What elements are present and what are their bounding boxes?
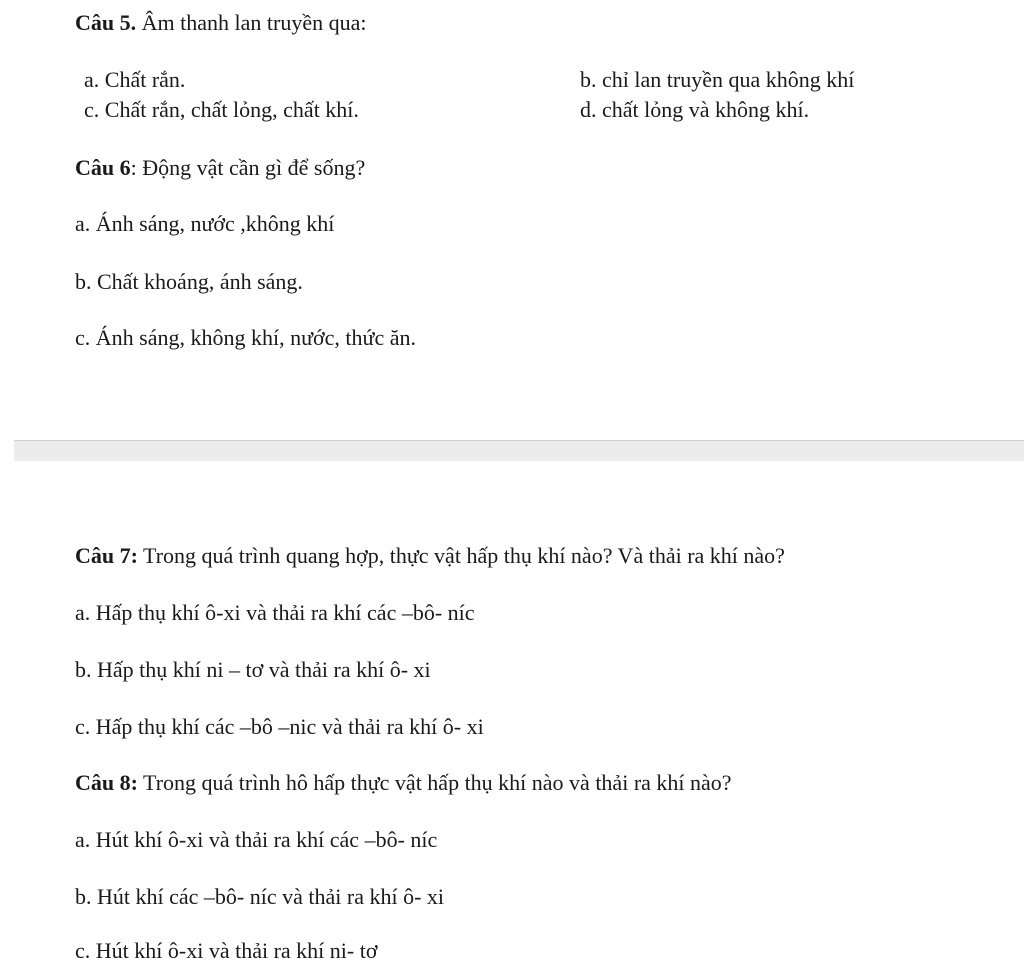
question-7-text: Trong quá trình quang hợp, thực vật hấp thụ khí nào? Và thải ra khí nào?: [137, 543, 785, 568]
question-5-text: Âm thanh lan truyền qua:: [136, 10, 367, 35]
question-7: [75, 543, 785, 569]
page-separator: [14, 440, 1024, 462]
question-5-option-a: a. Chất rắn.: [84, 67, 186, 92]
question-5-label: Câu 5.: [75, 10, 137, 35]
question-7-option-a: a. Hấp thụ khí ô-xi và thải ra khí các –bô- níc: [75, 600, 475, 625]
question-5: [75, 10, 366, 36]
document-page-1: [0, 0, 1024, 440]
question-6-text: : Động vật cần gì để sống?: [130, 155, 366, 180]
question-6-option-a: a. Ánh sáng, nước ,không khí: [75, 211, 335, 236]
question-8-option-a: a. Hút khí ô-xi và thải ra khí các –bô- níc: [75, 827, 438, 852]
question-6-option-c: c. Ánh sáng, không khí, nước, thức ăn.: [75, 325, 416, 350]
question-5-option-c: c. Chất rắn, chất lỏng, chất khí.: [84, 97, 359, 122]
question-6-option-b: b. Chất khoáng, ánh sáng.: [75, 269, 303, 294]
question-5-option-d: d. chất lỏng và không khí.: [580, 97, 810, 122]
question-7-option-b: b. Hấp thụ khí ni – tơ và thải ra khí ô- xi: [75, 657, 431, 682]
question-8-label: Câu 8:: [75, 770, 138, 795]
question-6-label: Câu 6: [75, 155, 131, 180]
question-6: [75, 155, 365, 181]
question-7-label: Câu 7:: [75, 543, 138, 568]
question-8-text: Trong quá trình hô hấp thực vật hấp thụ khí nào và thải ra khí nào?: [137, 770, 732, 795]
question-8-option-b: b. Hút khí các –bô- níc và thải ra khí ô- xi: [75, 884, 445, 909]
question-8-option-c: c. Hút khí ô-xi và thải ra khí ni- tơ: [75, 938, 378, 963]
question-8: [75, 770, 732, 796]
question-7-option-c: c. Hấp thụ khí các –bô –nic và thải ra khí ô- xi: [75, 714, 484, 739]
question-5-option-b: b. chỉ lan truyền qua không khí: [580, 67, 855, 92]
document-page-2: [0, 461, 1024, 975]
